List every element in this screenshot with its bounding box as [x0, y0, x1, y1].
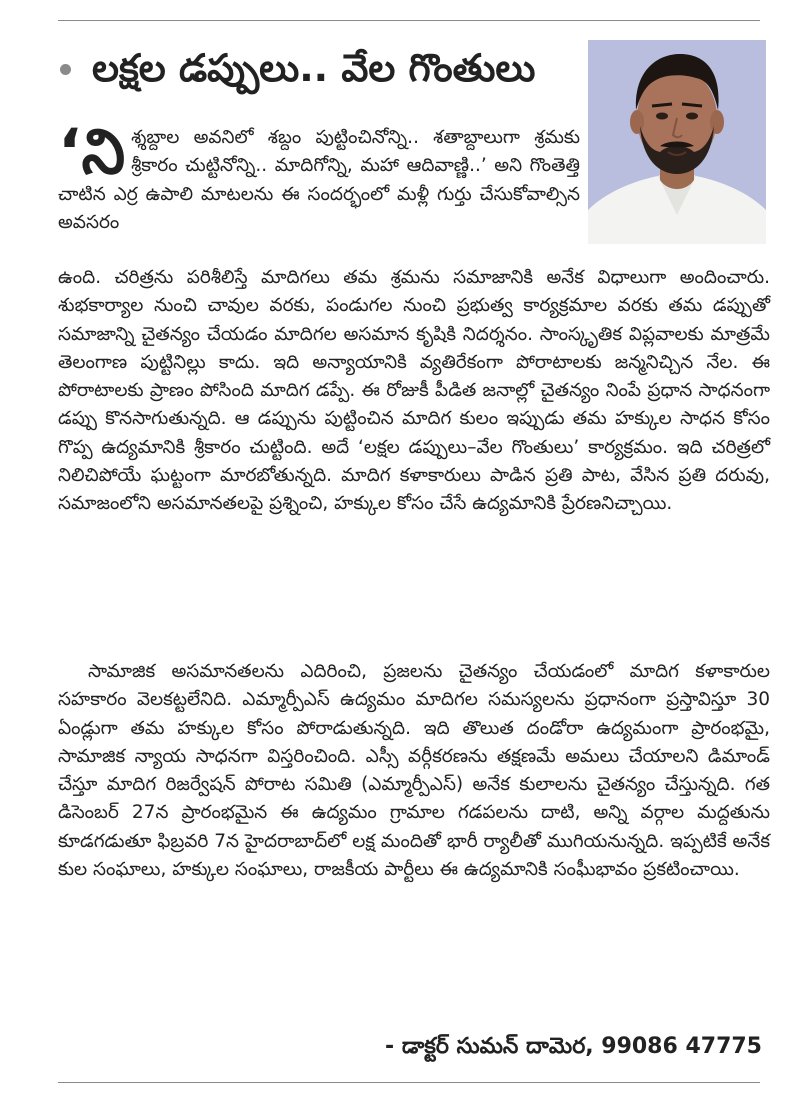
article-body-2	[58, 658, 770, 884]
intro-text: శ్శబ్దాల అవనిలో శబ్దం పుట్టించినోన్ని.. శతాబ్దాలుగా శ్రమకు శ్రీకారం చుట్టినోన్ని.. మాదిగోన్ని, మహా ఆదివాణ్ణి..’ అని గొంతెత్తి చాటిన ఎర్ర ఉపాలి మాటలను ఈ సందర్భంలో మళ్లీ గుర్తు చేసుకోవాల్సిన అవసరం	[58, 127, 580, 233]
headline-bullet-icon	[60, 64, 71, 75]
paragraph-2: సామాజిక అసమానతలను ఎదిరించి, ప్రజలను చైతన్యం చేయడంలో మాదిగ కళాకారుల సహకారం వెలకట్టలేనిది. ఎమ్మార్పీఎస్ ఉద్యమం మాదిగల సమస్యలను ప్రధానంగా ప్రస్తావిస్తూ 30 ఏండ్లుగా తమ హక్కుల కోసం పోరాడుతున్నది. ఇది తొలుత దండోరా ఉద్యమంగా ప్రారంభమై, సామాజిక న్యాయ సాధనగా విస్తరించింది. ఎస్సీ వర్గీకరణను తక్షణమే అమలు చేయాలని డిమాండ్ చేస్తూ మాదిగ రిజర్వేషన్ పోరాట సమితి (ఎమ్మార్పీఎస్) అనేక కులాలను చైతన్యం చేస్తున్నది. గత డిసెంబర్ 27న ప్రారంభమైన ఈ ఉద్యమం గ్రామాల గడపలను దాటి, అన్ని వర్గాల మద్దతును కూడగడుతూ ఫిబ్రవరి 7న హైదరాబాద్‌లో లక్ష మందితో భారీ ర్యాలీతో ముగియనున్నది. ఇప్పటికే అనేక కుల సంఘాలు, హక్కుల సంఘాలు, రాజకీయ పార్టీలు ఈ ఉద్యమానికి సంఘీభావం ప్రకటించాయి.	[58, 661, 770, 881]
author-byline: - డాక్టర్ సుమన్ దామెర, 99086 47775	[385, 1034, 762, 1059]
bottom-divider	[58, 1082, 760, 1083]
article-intro	[58, 115, 580, 237]
intro-paragraph	[58, 115, 580, 237]
article-body-1	[58, 264, 770, 519]
paragraph-1: ఉంది. చరిత్రను పరిశీలిస్తే మాదిగలు తమ శ్రమను సమాజానికి అనేక విధాలుగా అందించారు. శుభకార్యాల నుంచి చావుల వరకు, పండుగల నుంచి ప్రభుత్వ కార్యక్రమాల వరకు తమ డప్పుతో సమాజాన్ని చైతన్యం చేయడం మాదిగల అసమాన కృషికి నిదర్శనం. సాంస్కృతిక విప్లవాలకు మాత్రమే తెలంగాణ పుట్టినిల్లు కాదు. ఇది అన్యాయానికి వ్యతిరేకంగా పోరాటాలకు జన్మనిచ్చిన నేల. ఈ పోరాటాలకు ప్రాణం పోసింది మాదిగ డప్పే. ఈ రోజుకీ పీడిత జనాల్లో చైతన్యం నింపే ప్రధాన సాధనంగా డప్పు కొనసాగుతున్నది. ఆ డప్పును పుట్టించిన మాదిగ కులం ఇప్పుడు తమ హక్కుల సాధన కోసం గొప్ప ఉద్యమానికి శ్రీకారం చుట్టింది. అదే ‘లక్షల డప్పులు–వేల గొంతులు’ కార్యక్రమం. ఇది చరిత్రలో నిలిచిపోయే ఘట్టంగా మారబోతున్నది. మాదిగ కళాకారులు పాడిన ప్రతి పాట, వేసిన ప్రతి దరువు, సమాజంలోని అసమానతలపై ప్రశ్నించి, హక్కుల కోసం చేసే ఉద్యమానికి ప్రేరణనిచ్చాయి.	[58, 267, 770, 515]
author-photo	[588, 40, 766, 244]
top-divider	[58, 20, 760, 21]
author-portrait-image	[588, 40, 766, 244]
drop-cap-letter: ని	[81, 115, 126, 188]
article-headline: లక్షల డప్పులు.. వేల గొంతులు	[92, 46, 536, 90]
drop-cap-quote: ‘	[58, 115, 82, 188]
drop-cap	[58, 115, 126, 188]
